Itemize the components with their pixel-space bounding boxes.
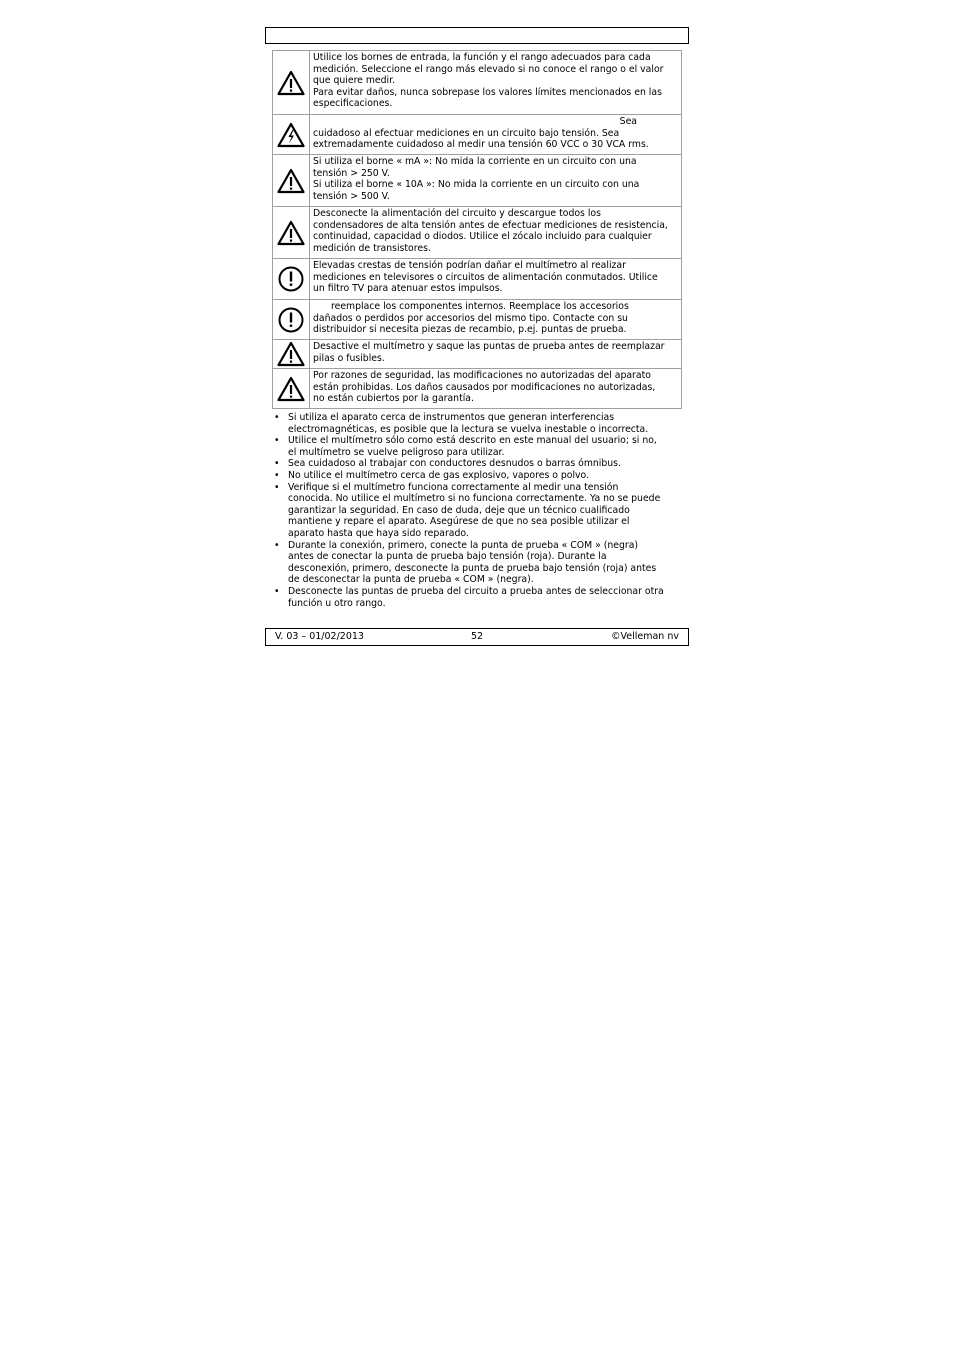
list-item-text: de desconectar la punta de prueba « COM » (negra). — [288, 574, 534, 586]
list-item-text: desconexión, primero, desconecte la punta de prueba bajo tensión (roja) antes — [288, 562, 657, 574]
list-item-text: mantiene y repare el aparato. Asegúrese de que no sea posible utilizar el — [288, 516, 630, 528]
safety-bullet-list — [272, 412, 682, 609]
warning-text: dañados o perdidos por accesorios del mismo tipo. Contacte con su — [313, 312, 628, 324]
list-item-text: aparato hasta que haya sido reparado. — [288, 527, 469, 539]
warning-text: tensión > 250 V. — [313, 167, 390, 179]
warning-triangle-icon — [277, 168, 305, 194]
page-footer — [265, 628, 689, 646]
list-item-text: • Verifique si el multímetro funciona correctamente al medir una tensión — [288, 481, 619, 493]
warning-text: están prohibidas. Los daños causados por modificaciones no autorizadas, — [313, 381, 656, 393]
warning-text: un filtro TV para atenuar estos impulsos. — [313, 283, 503, 294]
warning-row — [273, 259, 682, 300]
warning-row — [273, 207, 682, 259]
warning-triangle-icon — [277, 70, 305, 96]
warning-triangle-icon — [277, 220, 305, 246]
warning-text: Utilice los bornes de entrada, la función y el rango adecuados para cada — [313, 52, 651, 63]
warning-text: no están cubiertos por la garantía. — [313, 393, 474, 404]
list-item-text: función u otro rango. — [288, 597, 386, 609]
list-item-text: • Si utiliza el aparato cerca de instrumentos que generan interferencias — [288, 412, 615, 423]
warning-row — [273, 300, 682, 340]
list-item-text: garantizar la seguridad. En caso de duda, deje que un técnico cualificado — [288, 504, 630, 516]
warning-text: Si utiliza el borne « 10A »: No mida la corriente en un circuito con una — [313, 179, 640, 190]
warning-text: distribuidor si necesita piezas de recambio, p.ej. puntas de prueba. — [313, 324, 627, 335]
warning-text: especificaciones. — [313, 98, 393, 109]
page-number: 52 — [470, 631, 484, 642]
version-date: V. 03 – 01/02/2013 — [275, 631, 364, 642]
list-item-text: • Durante la conexión, primero, conecte la punta de prueba « COM » (negra) — [288, 539, 639, 551]
safety-warnings-table — [272, 50, 682, 409]
warning-text: Elevadas crestas de tensión podrían dañar el multímetro al realizar — [313, 260, 626, 271]
warning-triangle-icon — [277, 341, 305, 367]
list-item-text: el multímetro se vuelve peligroso para utilizar. — [288, 446, 505, 458]
warning-text: extremadamente cuidadoso al medir una tensión 60 VCC o 30 VCA rms. — [313, 139, 649, 150]
list-item — [272, 470, 682, 482]
list-item — [272, 482, 682, 540]
caution-circle-icon — [277, 306, 305, 334]
list-item — [272, 458, 682, 470]
warning-text: mediciones en televisores o circuitos de alimentación conmutados. Utilice — [313, 271, 658, 283]
caution-circle-icon — [277, 265, 305, 293]
list-item-text: antes de conectar la punta de prueba bajo tensión (roja). Durante la — [288, 551, 607, 563]
warning-text: Desactive el multímetro y saque las puntas de prueba antes de reemplazar — [313, 341, 665, 352]
list-item — [272, 412, 682, 435]
warning-text: reemplace los componentes internos. Reemplace los accesorios — [331, 301, 629, 312]
list-item-text: electromagnéticas, es posible que la lectura se vuelva inestable o incorrecta. — [288, 423, 649, 435]
warning-row — [273, 155, 682, 207]
warning-text: Sea — [619, 116, 637, 127]
warning-row — [273, 115, 682, 155]
warning-row — [273, 369, 682, 409]
electric-shock-triangle-icon — [277, 122, 305, 148]
warning-triangle-icon — [277, 376, 305, 402]
list-item — [272, 586, 682, 609]
warning-text: cuidadoso al efectuar mediciones en un circuito bajo tensión. Sea — [313, 127, 620, 139]
copyright: ©Velleman nv — [611, 631, 679, 642]
warning-text: medición de transistores. — [313, 242, 431, 254]
warning-text: continuidad, capacidad o diodos. Utilice el zócalo incluido para cualquier — [313, 231, 652, 242]
warning-text: pilas o fusibles. — [313, 352, 385, 364]
warning-text: condensadores de alta tensión antes de efectuar mediciones de resistencia, — [313, 219, 668, 231]
warning-text: Por razones de seguridad, las modificaciones no autorizadas del aparato — [313, 370, 651, 381]
warning-text: Si utiliza el borne « mA »: No mida la corriente en un circuito con una — [313, 156, 637, 167]
warning-text: tensión > 500 V. — [313, 190, 390, 202]
list-item-text: • No utilice el multímetro cerca de gas explosivo, vapores o polvo. — [288, 469, 590, 481]
list-item-text: • Desconecte las puntas de prueba del circuito a prueba antes de seleccionar otra — [288, 585, 664, 597]
header-box — [265, 27, 689, 44]
list-item-text: conocida. No utilice el multímetro si no funciona correctamente. Ya no se puede — [288, 493, 661, 505]
warning-text: medición. Seleccione el rango más elevado si no conoce el rango o el valor — [313, 63, 664, 75]
warning-row — [273, 340, 682, 369]
warning-text: Para evitar daños, nunca sobrepase los valores límites mencionados en las — [313, 86, 662, 98]
list-item-text: • Utilice el multímetro sólo como está descrito en este manual del usuario; si no, — [288, 435, 657, 447]
list-item-text: • Sea cuidadoso al trabajar con conductores desnudos o barras ómnibus. — [288, 458, 621, 470]
warning-row — [273, 51, 682, 115]
list-item — [272, 435, 682, 458]
list-item — [272, 540, 682, 586]
warning-text: Desconecte la alimentación del circuito y descargue todos los — [313, 208, 601, 219]
warning-text: que quiere medir. — [313, 75, 396, 86]
